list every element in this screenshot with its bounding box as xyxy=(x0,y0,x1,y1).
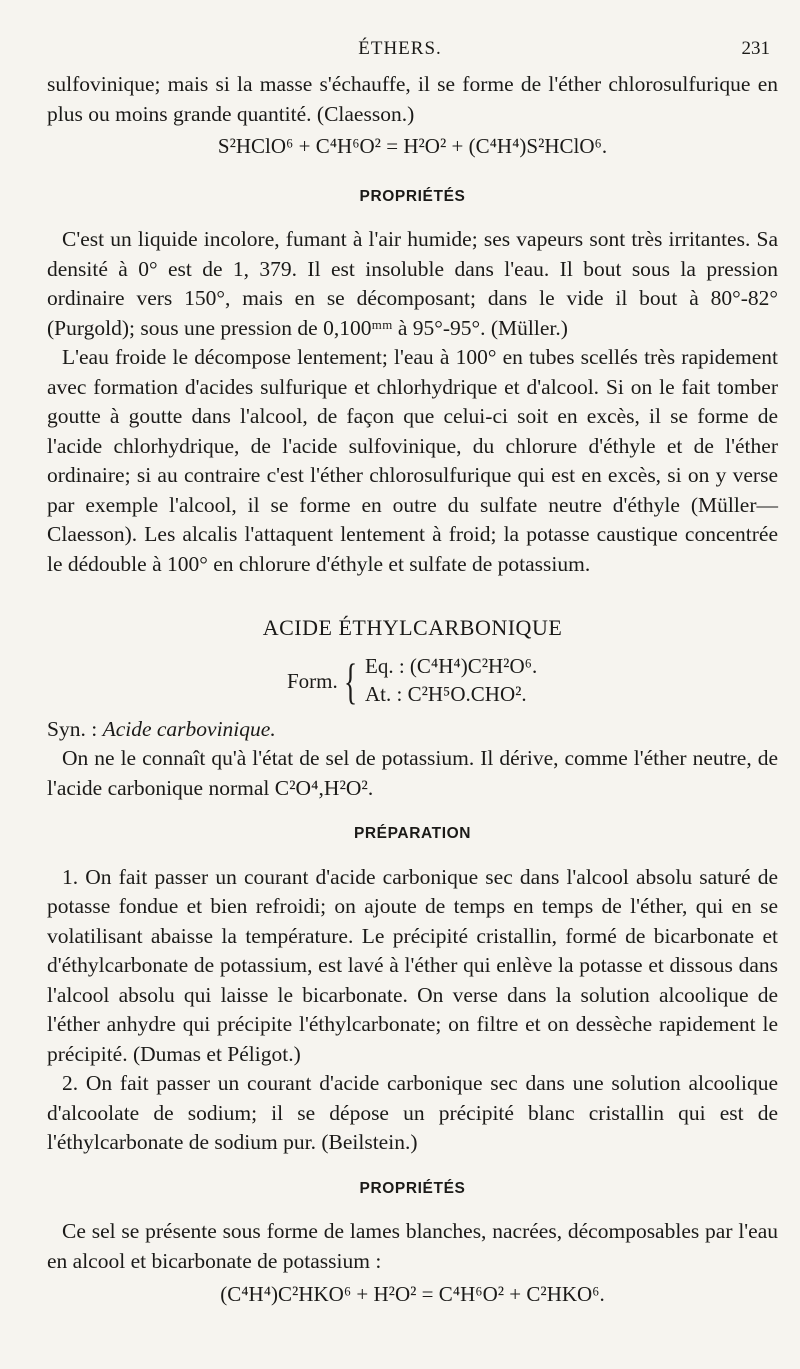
paragraph-properties-2: L'eau froide le décompose lentement; l'eau à 100° en tubes scellés très rapidement avec formation d'acides sulfurique et chlorhydrique et d'alcool. Si on le fait tomber goutte à goutte dans l'alcool, de façon que celui-ci soit en excès, il se forme de l'acide chlorhydrique, de l'acide sulfovinique, du chlorure d'éthyle et de l'éther ordinaire; si au contraire c'est l'éther chlorosulfurique qui est en excès, si on y verse par exemple l'alcool, il se forme en outre du sulfate neutre d'éthyle (Müller—Claesson). Les alcalis l'attaquent lentement à froid; la potasse caustique concentrée le dédouble à 100° en chlorure d'éthyle et sulfate de potassium. xyxy=(47,345,778,576)
intro-paragraph: sulfovinique; mais si la masse s'échauffe, il se forme de l'éther chlorosulfurique en plus ou moins grande quantité. (Claesson.) xyxy=(47,72,778,126)
synonym-label: Syn. : xyxy=(47,716,103,741)
page-number: 231 xyxy=(741,38,770,59)
paragraph-properties-3: Ce sel se présente sous forme de lames blanches, nacrées, décomposables par l'eau en alcool et bicarbonate de potassium : xyxy=(47,1219,778,1273)
formula-block xyxy=(47,651,778,713)
chapter-heading: ACIDE ÉTHYLCARBONIQUE xyxy=(262,615,563,640)
section-heading-preparation: PRÉPARATION xyxy=(353,825,472,842)
section-heading-proprietes: PROPRIÉTÉS xyxy=(359,187,466,205)
formula-equivalent: Eq. : (C⁴H⁴)C²H²O⁶. xyxy=(365,653,538,678)
brace-symbol: { xyxy=(344,652,358,709)
running-header xyxy=(0,38,800,66)
reaction-formula-2: (C⁴H⁴)C²HKO⁶ + H²O² = C⁴H⁶O² + C²HKO⁶. xyxy=(220,1282,605,1306)
running-title: ÉTHERS. xyxy=(358,38,442,59)
synonym-value: Acide carbovinique. xyxy=(102,716,276,741)
paragraph-preparation-2: 2. On fait passer un courant d'acide carbonique sec dans une solution alcoolique d'alcoolate de sodium; il se dépose un précipité blanc cristallin qui est de l'éthylcarbonate de sodium pur. (Beilstein.) xyxy=(47,1071,778,1154)
page-body xyxy=(47,70,778,1310)
section-heading-proprietes-2: PROPRIÉTÉS xyxy=(359,1179,466,1197)
formula-atomic: At. : C²H⁵O.CHO². xyxy=(365,681,527,706)
paragraph-properties-1: C'est un liquide incolore, fumant à l'air humide; ses vapeurs sont très irritantes. Sa densité à 0° est de 1, 379. Il est insoluble dans l'eau. Il bout sous la pression ordinaire vers 150°, mais en se décomposant; dans le vide il bout à 80°-82° (Purgold); sous une pression de 0,100ᵐᵐ à 95°-95°. (Müller.) xyxy=(47,227,778,340)
formula-label: Form. xyxy=(287,668,338,693)
paragraph-preparation-1: 1. On fait passer un courant d'acide carbonique sec dans l'alcool absolu saturé de potasse fondue et bien refroidi; on ajoute de temps en temps de l'éther, qui en se volatilisant abaisse la température. Le précipité cristallin, formé de bicarbonate et d'éthylcarbonate de potassium, est lavé à l'éther qui enlève la potasse et dissous dans l'alcool absolu qui laisse le bicarbonate. On verse dans la solution alcoolique de l'éther anhydre qui précipite l'éthylcarbonate; on filtre et on dessèche rapidement le précipité. (Dumas et Péligot.) xyxy=(47,864,778,1066)
synonym-line xyxy=(47,715,778,745)
reaction-formula-1: S²HClO⁶ + C⁴H⁶O² = H²O² + (C⁴H⁴)S²HClO⁶. xyxy=(217,134,608,158)
paragraph-acid: On ne le connaît qu'à l'état de sel de potassium. Il dérive, comme l'éther neutre, de l'acide carbonique normal C²O⁴,H²O². xyxy=(47,746,778,800)
